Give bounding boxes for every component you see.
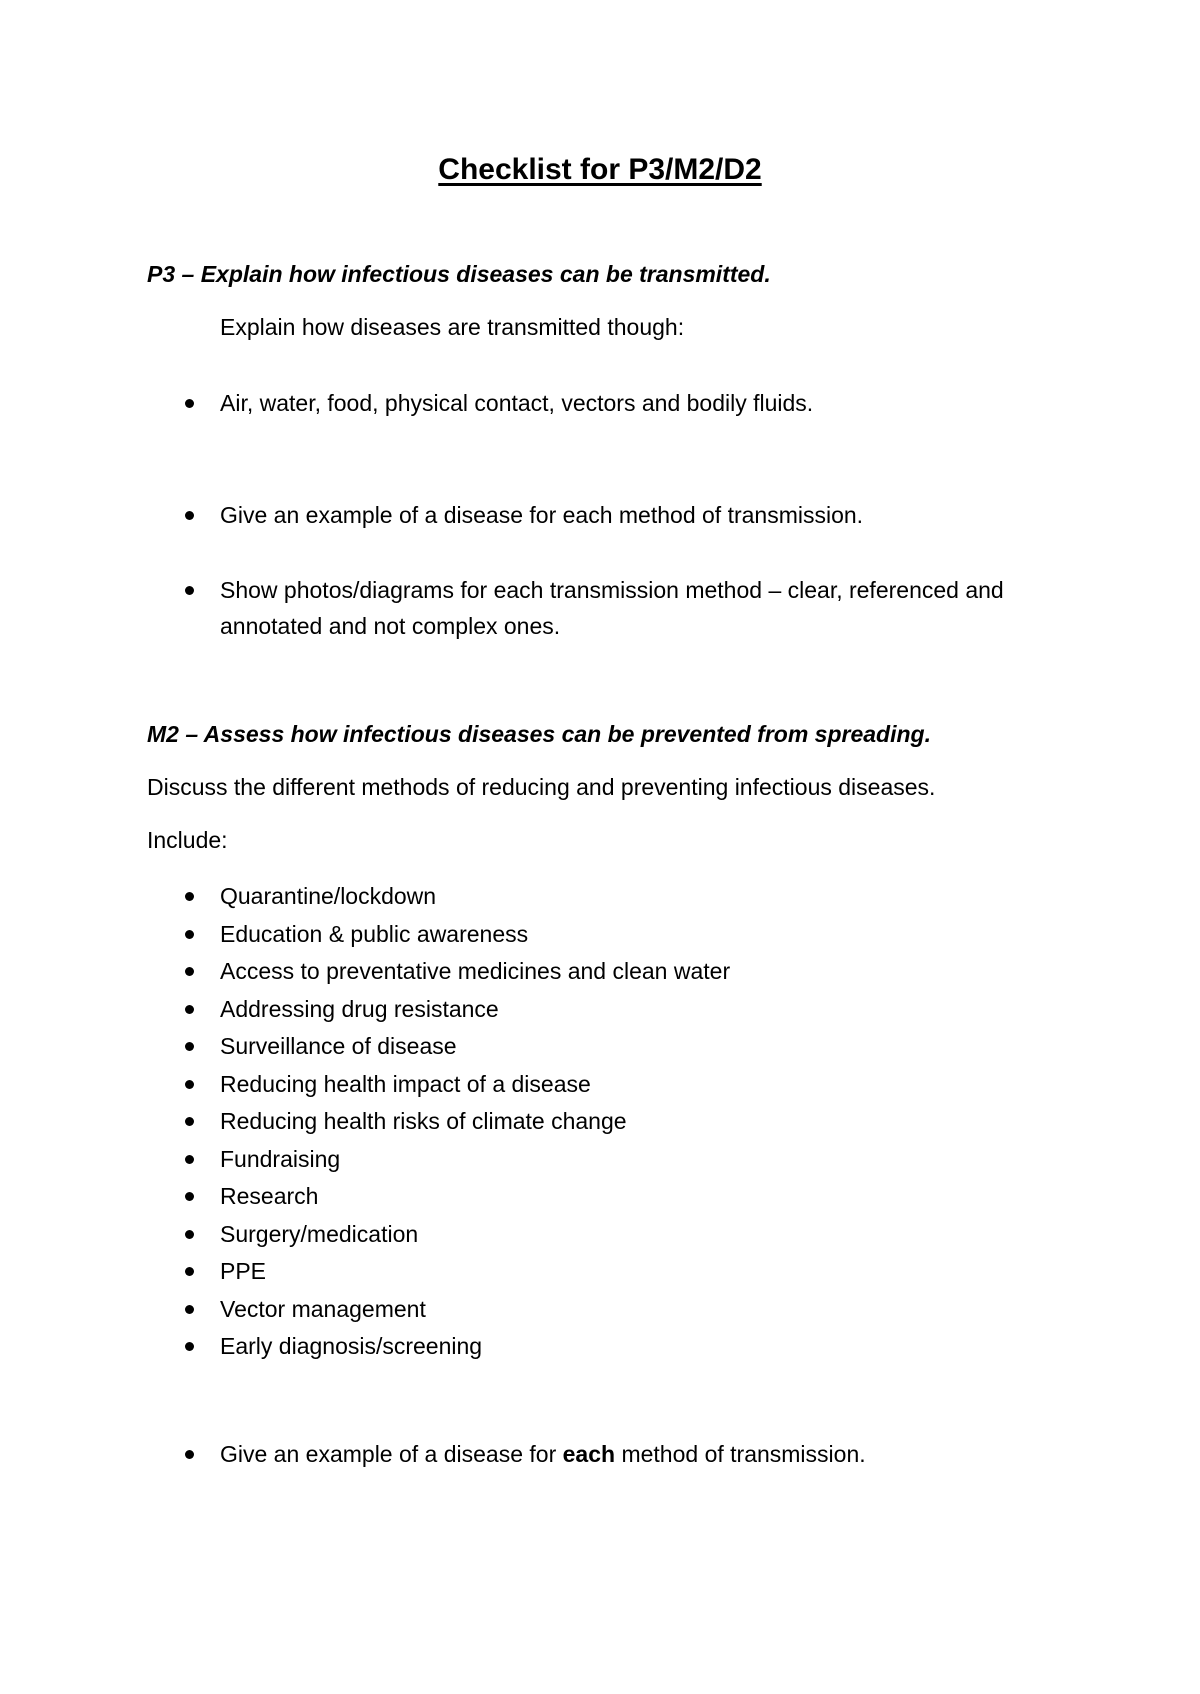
list-item: PPE: [185, 1253, 1085, 1291]
bullet-dot: [185, 1267, 194, 1276]
list-item: Surgery/medication: [185, 1216, 1085, 1254]
bullet-dot: [185, 930, 194, 939]
list-item: Access to preventative medicines and clean water: [185, 953, 1085, 991]
bullet-dot: [185, 511, 194, 520]
bullet-dot: [185, 1155, 194, 1164]
bullet-dot: [185, 1450, 194, 1459]
bullet-dot: [185, 399, 194, 408]
list-item: Reducing health impact of a disease: [185, 1066, 1085, 1104]
list-item: Reducing health risks of climate change: [185, 1103, 1085, 1141]
list-item: Quarantine/lockdown: [185, 878, 1085, 916]
emphasis-each: each: [562, 1441, 616, 1467]
m2-final-bullet-text: Give an example of a disease for each method of transmission.: [220, 1441, 866, 1467]
bullet-dot: [185, 1342, 194, 1351]
list-item: Fundraising: [185, 1141, 1085, 1179]
bullet-dot: [185, 586, 194, 595]
m2-include-label: Include:: [147, 827, 228, 853]
p3-bullet-1: [185, 385, 1085, 421]
p3-bullet-text: Show photos/diagrams for each transmission method – clear, referenced and annotated and not complex ones.: [220, 577, 1004, 639]
bullet-dot: [185, 1230, 194, 1239]
p3-bullet-text: Air, water, food, physical contact, vectors and bodily fluids.: [220, 390, 814, 416]
list-item: Education & public awareness: [185, 916, 1085, 954]
bullet-dot: [185, 1305, 194, 1314]
p3-bullet-2: [185, 497, 1085, 533]
bullet-dot: [185, 967, 194, 976]
document-title: Checklist for P3/M2/D2: [438, 153, 762, 186]
p3-heading: P3 – Explain how infectious diseases can be transmitted.: [147, 261, 771, 287]
bullet-dot: [185, 1080, 194, 1089]
bullet-dot: [185, 1192, 194, 1201]
bullet-dot: [185, 1005, 194, 1014]
bullet-dot: [185, 1042, 194, 1051]
list-item: Surveillance of disease: [185, 1028, 1085, 1066]
p3-bullet-text: Give an example of a disease for each method of transmission.: [220, 502, 864, 528]
m2-prevention-list: [185, 878, 1085, 1366]
list-item: Addressing drug resistance: [185, 991, 1085, 1029]
p3-bullet-3: [185, 572, 1085, 644]
m2-final-bullet: [185, 1436, 1085, 1472]
list-item: Research: [185, 1178, 1085, 1216]
bullet-dot: [185, 1117, 194, 1126]
bullet-dot: [185, 892, 194, 901]
list-item: Early diagnosis/screening: [185, 1328, 1085, 1366]
list-item: Vector management: [185, 1291, 1085, 1329]
m2-heading: M2 – Assess how infectious diseases can be prevented from spreading.: [147, 721, 931, 747]
m2-intro: Discuss the different methods of reducing and preventing infectious diseases.: [147, 774, 936, 800]
p3-intro: Explain how diseases are transmitted though:: [220, 314, 685, 340]
